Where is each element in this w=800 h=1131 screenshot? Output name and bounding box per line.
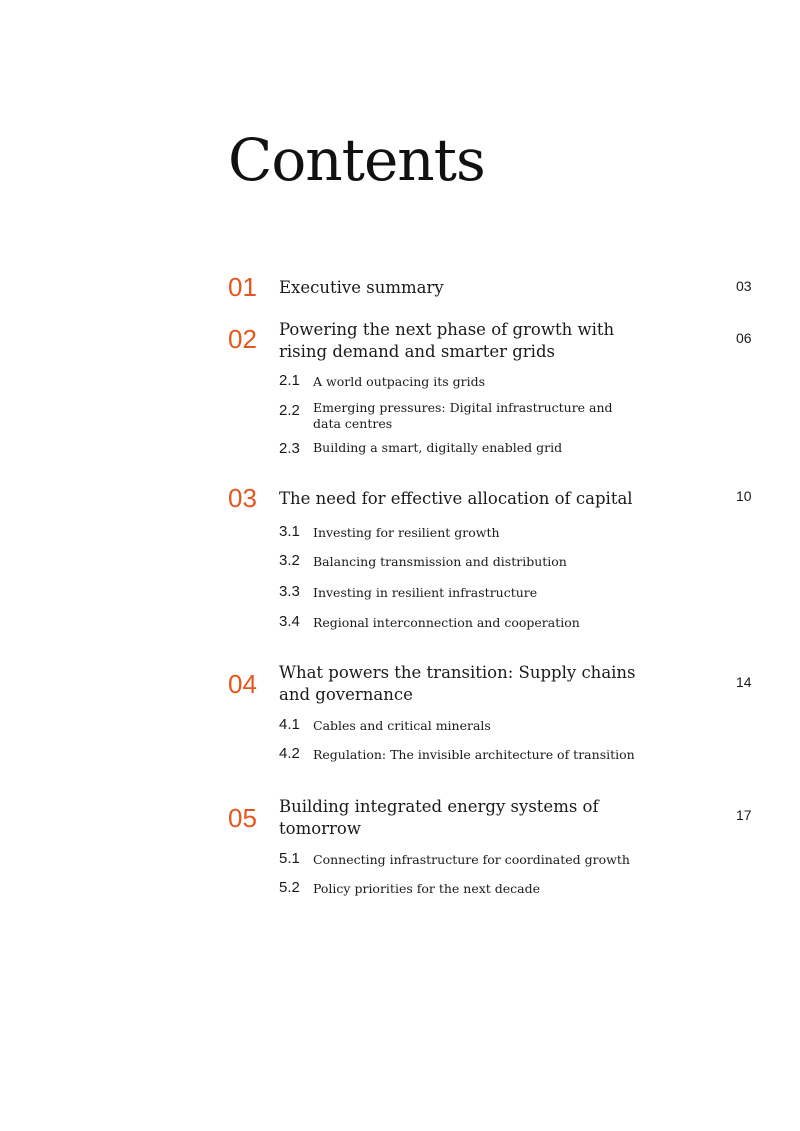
subsection-title[interactable]: Emerging pressures: Digital infrastructure and data centres — [313, 400, 613, 431]
subsection-number: 2.3 — [279, 440, 300, 457]
subsection-title[interactable]: Investing for resilient growth — [313, 525, 500, 540]
subsection-title[interactable]: Policy priorities for the next decade — [313, 881, 541, 896]
subsection-title[interactable]: Connecting infrastructure for coordinated growth — [313, 852, 630, 867]
section-title[interactable]: Powering the next phase of growth with rising demand and smarter grids — [279, 320, 615, 361]
subsection-number: 3.4 — [279, 613, 300, 630]
section-number: 04 — [228, 669, 257, 699]
section-title[interactable]: The need for effective allocation of capital — [279, 489, 633, 508]
section-page-number: 17 — [736, 807, 752, 823]
subsection-title[interactable]: Regional interconnection and cooperation — [313, 615, 580, 630]
subsection-number: 4.2 — [279, 745, 300, 762]
subsection-title[interactable]: Building a smart, digitally enabled grid — [313, 440, 563, 455]
section-page-number: 10 — [736, 488, 752, 504]
section-page-number: 14 — [736, 674, 752, 690]
subsection-number: 5.1 — [279, 850, 300, 867]
subsection-number: 2.2 — [279, 402, 300, 419]
subsection-title[interactable]: Regulation: The invisible architecture of transition — [313, 747, 635, 762]
section-title[interactable]: Executive summary — [279, 278, 444, 297]
section-number: 01 — [228, 272, 257, 302]
section-title[interactable]: Building integrated energy systems of tomorrow — [279, 797, 599, 838]
page-title: Contents — [228, 125, 485, 194]
section-number: 02 — [228, 324, 257, 354]
subsection-number: 2.1 — [279, 372, 300, 389]
subsection-number: 3.3 — [279, 583, 300, 600]
section-title[interactable]: What powers the transition: Supply chains and governance — [279, 663, 636, 704]
section-page-number: 06 — [736, 330, 752, 346]
subsection-title[interactable]: Balancing transmission and distribution — [313, 554, 567, 569]
subsection-title[interactable]: A world outpacing its grids — [313, 374, 486, 389]
subsection-number: 5.2 — [279, 879, 300, 896]
subsection-title[interactable]: Cables and critical minerals — [313, 718, 491, 733]
section-page-number: 03 — [736, 278, 752, 294]
subsection-number: 3.1 — [279, 523, 300, 540]
section-number: 05 — [228, 803, 257, 833]
section-number: 03 — [228, 483, 257, 513]
subsection-number: 4.1 — [279, 716, 300, 733]
subsection-number: 3.2 — [279, 552, 300, 569]
subsection-title[interactable]: Investing in resilient infrastructure — [313, 585, 538, 600]
